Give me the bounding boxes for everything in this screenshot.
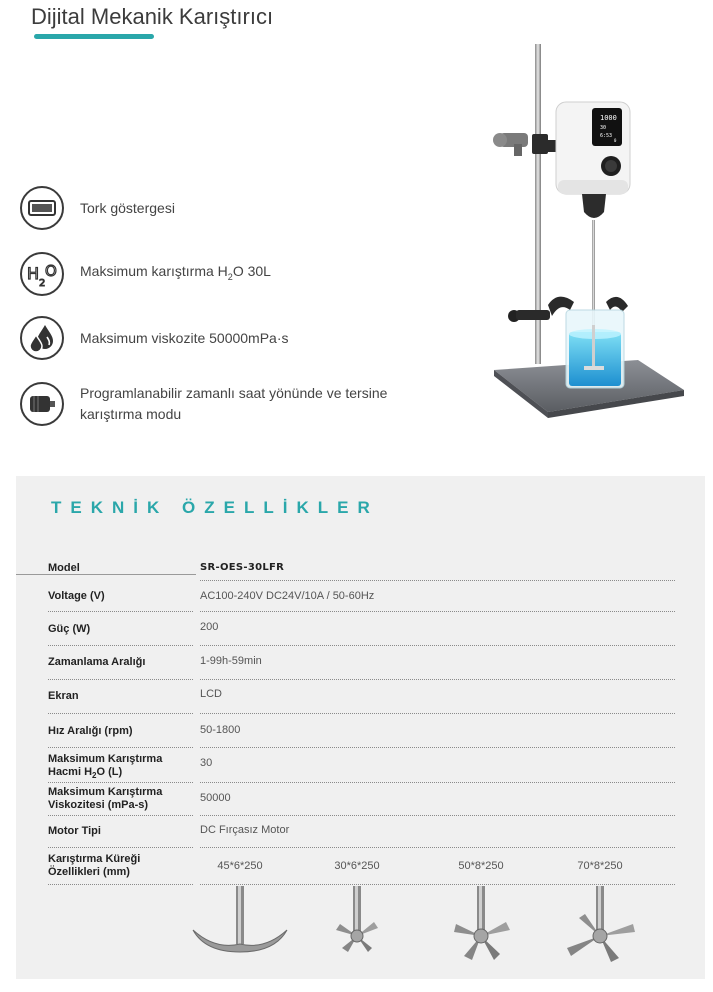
divider bbox=[200, 815, 675, 816]
spec-label-display: Ekran bbox=[48, 690, 79, 702]
svg-text:0: 0 bbox=[614, 138, 617, 143]
spec-label-voltage: Voltage (V) bbox=[48, 590, 105, 602]
feature-torque bbox=[20, 186, 175, 230]
divider bbox=[200, 782, 675, 783]
spec-label-max-viscosity: Maksimum Karıştırma Viskozitesi (mPa-s) bbox=[48, 786, 163, 811]
divider bbox=[48, 847, 193, 848]
divider bbox=[200, 611, 675, 612]
spec-value-display: LCD bbox=[200, 688, 223, 700]
spec-value-power: 200 bbox=[200, 621, 219, 633]
spec-label-power: Güç (W) bbox=[48, 623, 91, 635]
model-row-rule bbox=[16, 574, 196, 575]
spec-value-motor: DC Fırçasız Motor bbox=[200, 824, 290, 836]
motor-icon bbox=[20, 382, 64, 426]
spec-value-speed: 50-1800 bbox=[200, 724, 241, 736]
divider bbox=[200, 747, 675, 748]
feature-viscosity bbox=[20, 316, 289, 360]
divider bbox=[200, 884, 675, 885]
divider bbox=[200, 847, 675, 848]
spec-value-max-viscosity: 50000 bbox=[200, 792, 231, 804]
chuck bbox=[582, 194, 606, 218]
stirrer-device-illustration bbox=[488, 40, 688, 425]
feature-h2o bbox=[20, 252, 271, 296]
divider bbox=[48, 815, 193, 816]
divider bbox=[48, 679, 193, 680]
paddle-propeller-medium-icon bbox=[426, 886, 536, 966]
viscosity-drops-icon bbox=[20, 316, 64, 360]
paddle-size-4: 70*8*250 bbox=[577, 860, 623, 872]
spec-label-timing: Zamanlama Aralığı bbox=[48, 656, 146, 668]
h2o-icon bbox=[20, 252, 64, 296]
spec-label-max-volume: Maksimum Karıştırma Hacmi $H_2O$ (L) bbox=[48, 753, 163, 781]
divider bbox=[48, 645, 193, 646]
divider bbox=[48, 713, 193, 714]
feature-viscosity-text: Maksimum viskozite 50000mPa·s bbox=[80, 329, 289, 346]
title-underline bbox=[34, 34, 154, 39]
divider bbox=[48, 747, 193, 748]
paddle-size-2: 30*6*250 bbox=[334, 860, 380, 872]
feature-motor-text: Programlanabilir zamanlı saat yönünde ve tersine karıştırma modu bbox=[80, 385, 388, 422]
svg-text:6:53: 6:53 bbox=[600, 133, 613, 139]
spec-label-speed: Hız Aralığı (rpm) bbox=[48, 725, 133, 737]
svg-text:O: O bbox=[45, 262, 57, 280]
divider bbox=[200, 679, 675, 680]
feature-torque-text: Tork göstergesi bbox=[80, 199, 175, 216]
feature-motor bbox=[20, 382, 387, 426]
spec-value-max-volume: 30 bbox=[200, 757, 213, 769]
divider bbox=[48, 884, 193, 885]
divider bbox=[200, 713, 675, 714]
svg-text:1000: 1000 bbox=[600, 114, 617, 122]
spec-value-timing: 1-99h-59min bbox=[200, 655, 262, 667]
svg-text:30: 30 bbox=[600, 125, 607, 131]
spec-label-paddle: Karıştırma Küreği Özellikleri (mm) bbox=[48, 853, 141, 878]
svg-text:2: 2 bbox=[39, 278, 46, 289]
spec-value-model: SR-OES-30LFR bbox=[200, 562, 285, 573]
divider bbox=[48, 611, 193, 612]
paddle-propeller-large-icon bbox=[545, 886, 655, 966]
divider bbox=[200, 645, 675, 646]
divider bbox=[48, 782, 193, 783]
page-title: Dijital Mekanik Karıştırıcı bbox=[31, 4, 274, 29]
svg-text:H: H bbox=[27, 264, 40, 283]
feature-h2o-text: Maksimum karıştırma $H_2O$ 30L bbox=[80, 262, 271, 282]
spec-title: TEKNİK ÖZELLİKLER bbox=[51, 498, 379, 517]
spec-label-motor: Motor Tipi bbox=[48, 825, 101, 837]
paddle-size-1: 45*6*250 bbox=[217, 860, 263, 872]
torque-display-icon bbox=[20, 186, 64, 230]
paddle-anchor-icon bbox=[185, 886, 295, 966]
spec-label-model: Model bbox=[48, 562, 80, 574]
divider bbox=[200, 580, 675, 581]
paddle-propeller-small-icon bbox=[302, 886, 412, 966]
spec-value-voltage: AC100-240V DC24V/10A / 50-60Hz bbox=[200, 590, 375, 602]
paddle-size-3: 50*8*250 bbox=[458, 860, 504, 872]
